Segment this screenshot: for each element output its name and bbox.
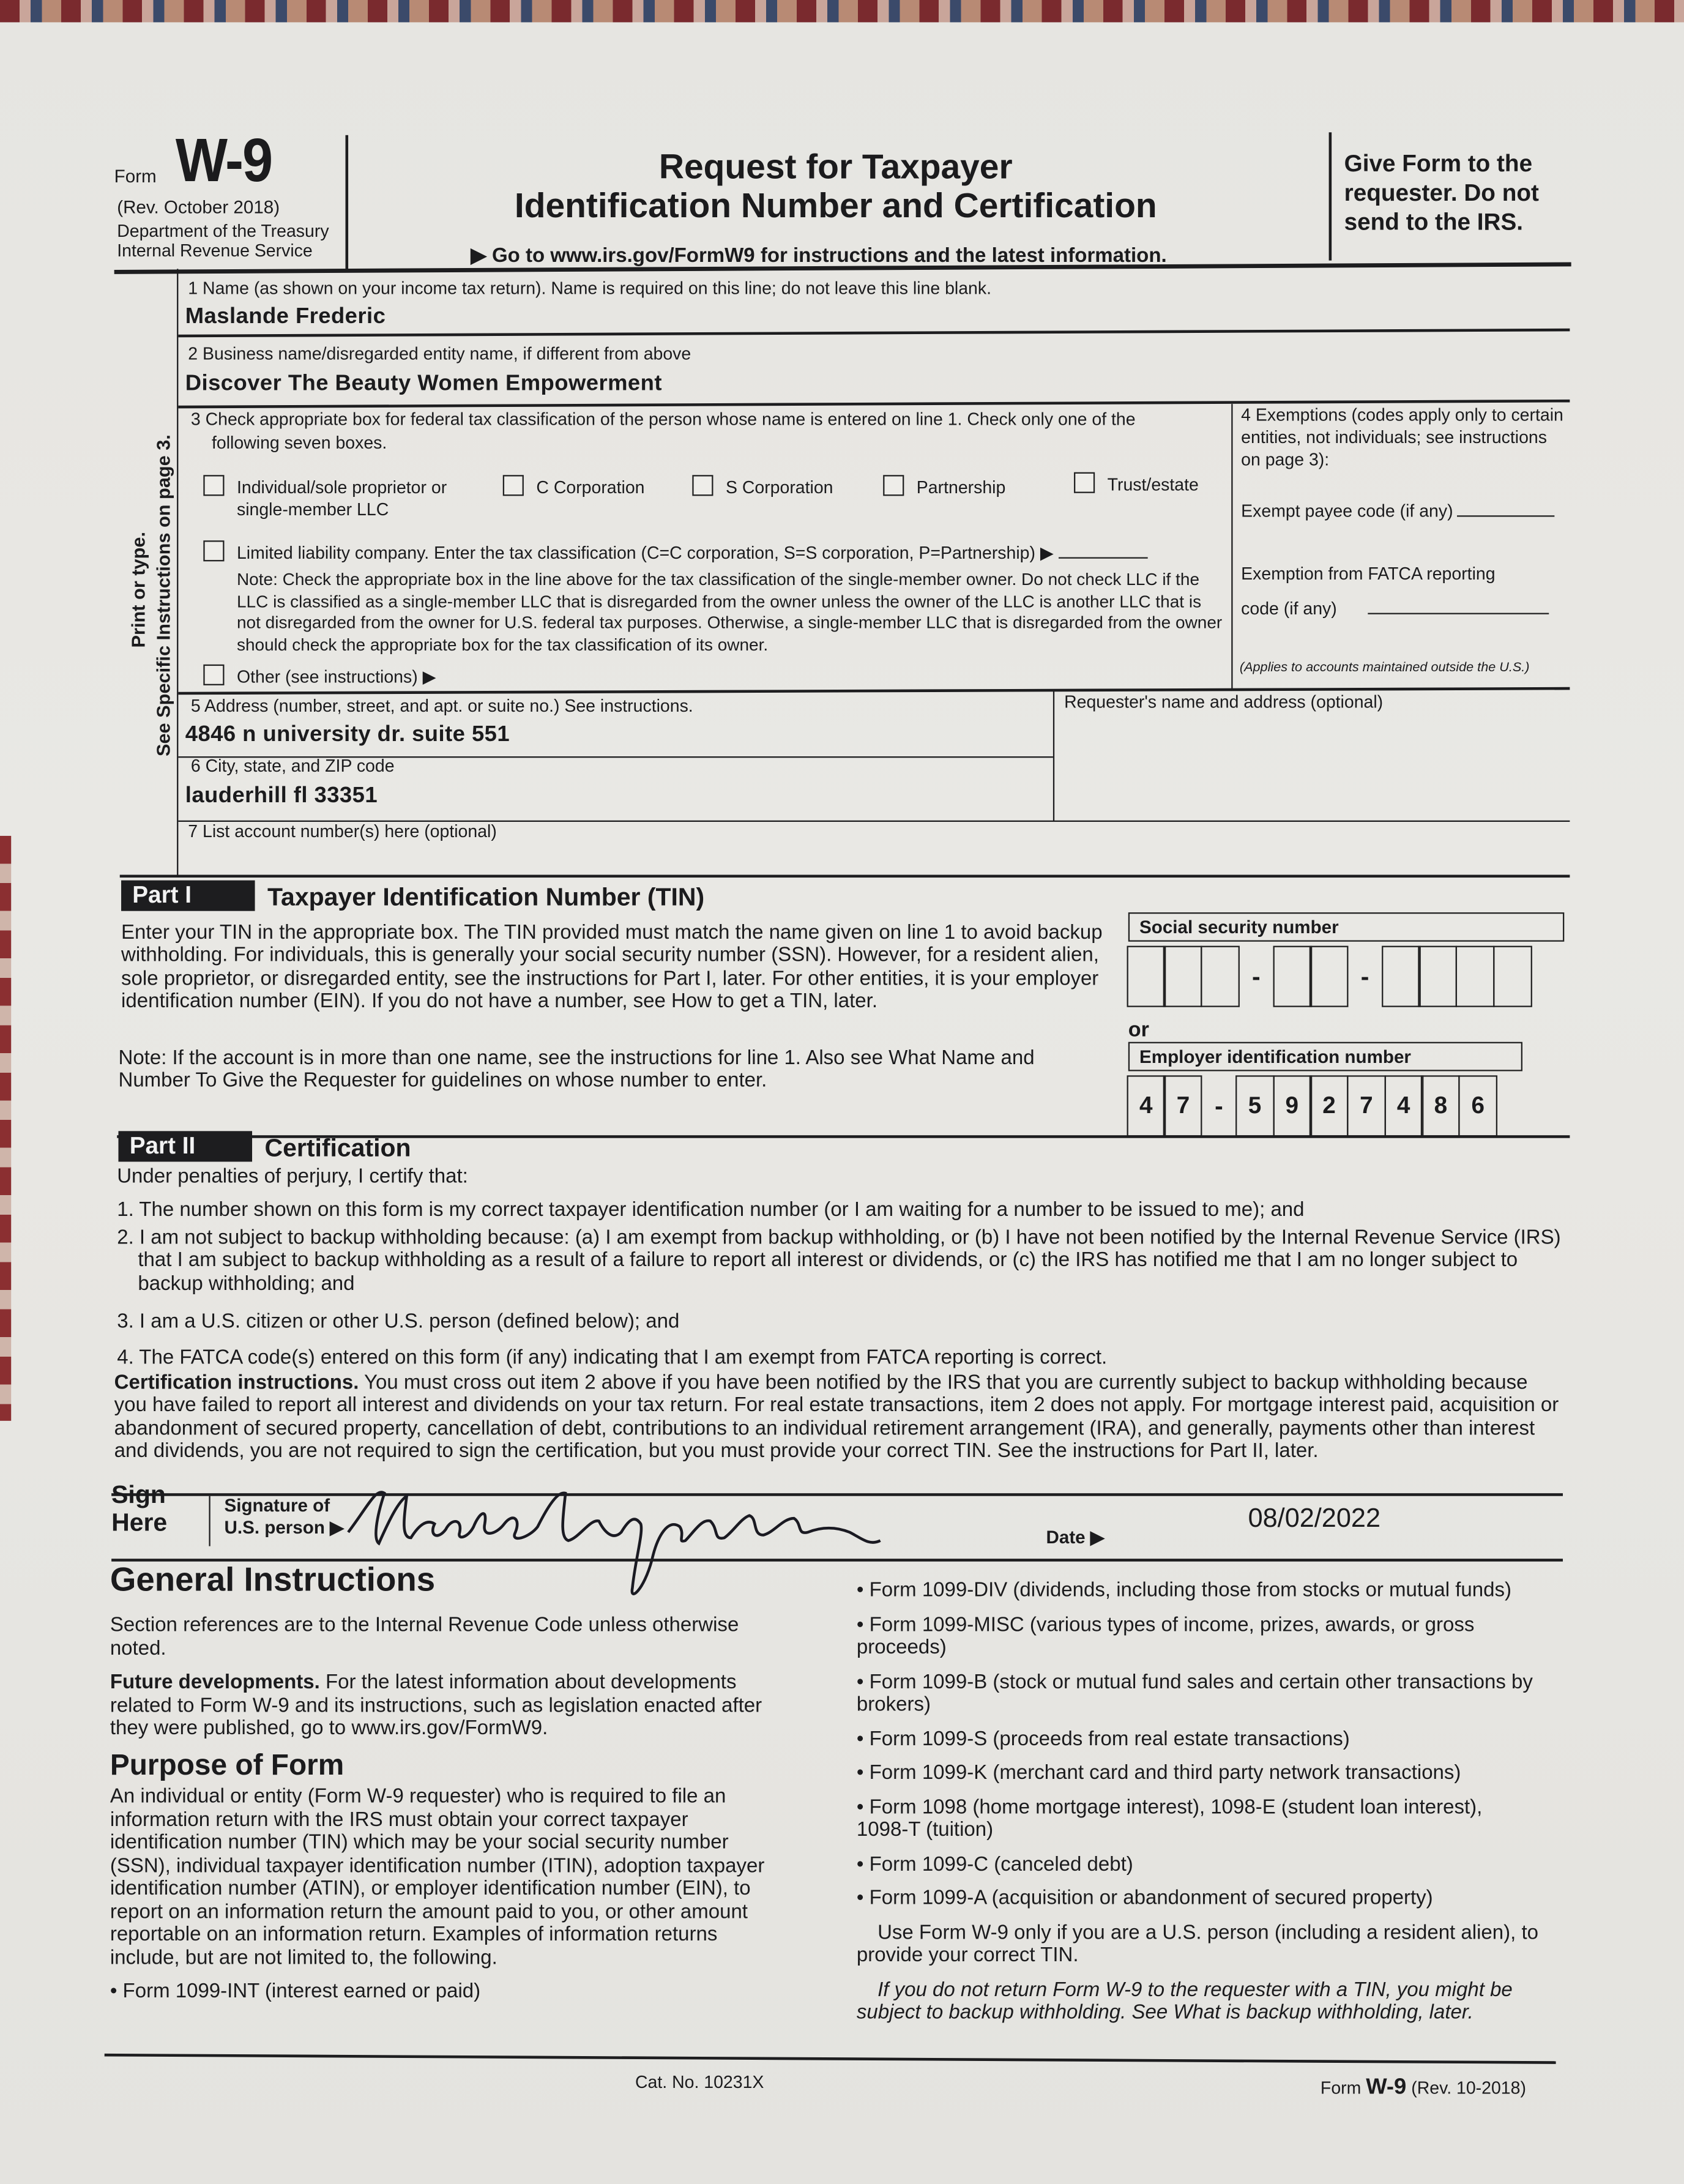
- checkbox-individual[interactable]: Individual/sole proprietor or single-member LLC: [203, 475, 447, 521]
- bullet-item: • Form 1099-MISC (various types of income, prizes, awards, or gross proceeds): [856, 1614, 1475, 1660]
- bullet-item: • Form 1099-S (proceeds from real estate transactions): [856, 1727, 1350, 1751]
- bullet-item: • Form 1099-B (stock or mutual fund sales and certain other transactions by brokers): [856, 1671, 1533, 1716]
- cert-item-1: 1. The number shown on this form is my correct taxpayer identification number (or I am waiting for a number to be issued to me); and: [117, 1199, 1305, 1222]
- service: Internal Revenue Service: [117, 240, 313, 261]
- general-instructions-heading: General Instructions: [110, 1561, 436, 1600]
- fatca-applies-note: (Applies to accounts maintained outside the U.S.): [1239, 660, 1530, 676]
- bullet-1099-int: • Form 1099-INT (interest earned or paid): [110, 1980, 481, 2003]
- section-references: Section references are to the Internal Revenue Code unless otherwise noted.: [110, 1614, 739, 1660]
- requester-label: Requester's name and address (optional): [1064, 692, 1384, 712]
- llc-note: Note: Check the appropriate box in the line above for the tax classification of the single-member owner. Do not check LLC if the LLC is classified as a single-member LLC that is disregarded from the owner unless the owner of the LLC is another LLC that is not disregarded from the owner for U.S. federal tax purposes. Otherwise, a single-member LLC that is disregarded from the owner should check the appropriate box for the tax classification of its owner.: [236, 570, 1223, 654]
- ein-digit: 5: [1235, 1075, 1275, 1136]
- checkbox-trust-estate[interactable]: Trust/estate: [1074, 472, 1199, 494]
- line7-label: 7 List account number(s) here (optional): [188, 822, 497, 841]
- backup-withholding-text: If you do not return Form W-9 to the requester with a TIN, you might be subject to backup withholding. See What is backup withholding, later.: [856, 1978, 1513, 2024]
- footer-form-id: Form W-9 (Rev. 10-2018): [1320, 2075, 1526, 2100]
- fatca-code-field[interactable]: code (if any): [1241, 599, 1549, 619]
- general-left-column: [110, 1614, 792, 2014]
- divider: [209, 1496, 210, 1546]
- line1-label: 1 Name (as shown on your income tax return). Name is required on this line; do not leave this line blank.: [188, 278, 992, 299]
- ssn-field[interactable]: - -: [1128, 946, 1532, 1007]
- part1-title: Taxpayer Identification Number (TIN): [267, 883, 705, 911]
- ein-digit: 6: [1458, 1075, 1497, 1136]
- certification-instructions: Certification instructions. You must cross out item 2 above if you have been notified by the IRS that you are currently subject to backup withholding because you have failed to report all interest and dividends on your tax return. For real estate transactions, item 2 does not apply. For mortgage interest paid, acquisition or abandonment of secured property, cancellation of debt, contributions to an individual retirement arrangement (IRA), and generally, payments other than interest and dividends, you are not required to sign the certification, but you must provide your correct TIN. See the instructions for Part II, later.: [114, 1372, 1559, 1463]
- line6-label: 6 City, state, and ZIP code: [190, 756, 395, 776]
- ein-digit: 4: [1384, 1075, 1423, 1136]
- city-state-zip-field[interactable]: lauderhill fl 33351: [185, 784, 378, 808]
- cert-item-3: 3. I am a U.S. citizen or other U.S. person (defined below); and: [117, 1310, 680, 1333]
- revision: (Rev. October 2018): [117, 196, 280, 218]
- future-developments: Future developments. For the latest information about developments related to Form W-9 and its instructions, such as legislation enacted after they were published, go to www.irs.gov/FormW9.: [110, 1671, 762, 1740]
- ein-digit: 7: [1164, 1075, 1203, 1136]
- part1-text: Enter your TIN in the appropriate box. The TIN provided must match the name given on line 1 to avoid backup withholding. For individuals, this is generally your social security number (SSN). However, for a resident alien, sole proprietor, or disregarded entity, see the instructions for Part I, later. For other entities, it is your employer identification number (EIN). If you do not have a number, see How to get a TIN, later.: [121, 922, 1103, 1013]
- checkbox[interactable]: [203, 475, 224, 496]
- ssn-label: Social security number: [1128, 912, 1564, 942]
- form-label: Form: [114, 165, 157, 187]
- exempt-payee-code-field[interactable]: Exempt payee code (if any): [1241, 501, 1555, 521]
- purpose-text: An individual or entity (Form W-9 requester) who is required to file an information return with the IRS must obtain your correct taxpayer identification number (TIN) which may be your social security number (SSN), individual taxpayer identification number (ITIN), adoption taxpayer identification number (ATIN), or employer identification number (EIN), to report on an information return the amount paid to you, or other amount reportable on an information return. Examples of information returns include, but are not limited to, the following.: [110, 1786, 765, 1969]
- divider: [178, 329, 1570, 337]
- print-or-type-label: Print or type.: [128, 531, 149, 648]
- bullet-item: • Form 1099-DIV (dividends, including those from stocks or mutual funds): [856, 1579, 1511, 1602]
- line3-label-2: following seven boxes.: [211, 433, 387, 453]
- cert-item-4: 4. The FATCA code(s) entered on this form (if any) indicating that I am exempt from FATCA reporting is correct.: [117, 1347, 1108, 1370]
- checkbox-c-corporation[interactable]: C Corporation: [503, 475, 645, 497]
- use-form-text: Use Form W-9 only if you are a U.S. person (including a resident alien), to provide your correct TIN.: [856, 1921, 1538, 1967]
- ein-digit: 8: [1421, 1075, 1461, 1136]
- give-form-note: Give Form to the requester. Do not send to the IRS.: [1344, 150, 1539, 236]
- instructions-link[interactable]: ▶ Go to www.irs.gov/FormW9 for instructions and the latest information.: [471, 245, 1167, 268]
- part1-note: Note: If the account is in more than one name, see the instructions for line 1. Also see What Name and Number To Give the Requester for guidelines on whose number to enter.: [118, 1047, 1035, 1093]
- bullet-item: • Form 1099-K (merchant card and third party network transactions): [856, 1762, 1461, 1784]
- date-label: Date ▶: [1046, 1526, 1105, 1548]
- line2-label: 2 Business name/disregarded entity name, if different from above: [188, 344, 691, 364]
- catalog-number: Cat. No. 10231X: [635, 2073, 764, 2093]
- general-right-column: [857, 1579, 1539, 2035]
- form-number: W-9: [175, 127, 272, 195]
- part2-title: Certification: [264, 1133, 411, 1162]
- bullet-item: • Form 1098 (home mortgage interest), 1098-E (student loan interest), 1098-T (tuition): [856, 1796, 1483, 1842]
- ein-digit: 9: [1272, 1075, 1311, 1136]
- date-field[interactable]: 08/02/2022: [1248, 1504, 1381, 1534]
- divider: [1231, 404, 1233, 691]
- ein-label: Employer identification number: [1128, 1042, 1522, 1072]
- exemptions-label: 4 Exemptions (codes apply only to certain entities, not individuals; see instructions on page 3):: [1241, 405, 1563, 470]
- certify-intro: Under penalties of perjury, I certify that:: [117, 1166, 468, 1188]
- divider: [1329, 132, 1331, 260]
- checkbox-other[interactable]: Other (see instructions) ▶: [203, 665, 436, 687]
- bullet-item: • Form 1099-A (acquisition or abandonment of secured property): [856, 1887, 1433, 1910]
- checkbox-s-corporation[interactable]: S Corporation: [692, 475, 833, 497]
- divider: [1053, 691, 1055, 822]
- divider: [105, 2054, 1556, 2063]
- ein-field[interactable]: [1128, 1075, 1497, 1136]
- business-name-field[interactable]: Discover The Beauty Women Empowerment: [185, 371, 662, 396]
- background-fabric: [0, 836, 11, 1421]
- checkbox-partnership[interactable]: Partnership: [883, 475, 1005, 497]
- line3-label: 3 Check appropriate box for federal tax classification of the person whose name is entered on line 1. Check only one of the: [190, 409, 1136, 430]
- divider: [120, 875, 1570, 878]
- bullet-item: • Form 1099-C (canceled debt): [856, 1853, 1133, 1876]
- see-instructions-label: See Specific Instructions on page 3.: [153, 434, 174, 757]
- divider: [177, 269, 179, 874]
- signature-label: Signature of U.S. person ▶: [224, 1494, 344, 1538]
- part2-tag: Part II: [118, 1131, 252, 1161]
- purpose-heading: Purpose of Form: [110, 1748, 345, 1781]
- or-label: or: [1128, 1018, 1149, 1042]
- background-fabric: [0, 0, 1684, 22]
- title-line2: Identification Number and Certification: [514, 187, 1157, 226]
- divider: [346, 135, 348, 269]
- line5-label: 5 Address (number, street, and apt. or suite no.) See instructions.: [190, 696, 693, 717]
- name-field[interactable]: Maslande Frederic: [185, 305, 386, 329]
- fatca-label: Exemption from FATCA reporting: [1241, 564, 1496, 584]
- ein-digit: 2: [1310, 1075, 1349, 1136]
- address-field[interactable]: 4846 n university dr. suite 551: [185, 723, 510, 747]
- department: Department of the Treasury: [117, 221, 329, 241]
- divider: [111, 1559, 1563, 1560]
- ein-dash: -: [1215, 1091, 1223, 1120]
- ein-digit: 4: [1127, 1075, 1166, 1136]
- title-line1: Request for Taxpayer: [658, 147, 1013, 187]
- checkbox-llc[interactable]: Limited liability company. Enter the tax classification (C=C corporation, S=S corporation, P=Partnership) ▶: [203, 540, 1148, 562]
- part1-tag: Part I: [121, 881, 255, 911]
- sign-here-label: Sign Here: [111, 1480, 168, 1537]
- ein-digit: 7: [1347, 1075, 1386, 1136]
- cert-item-2: 2. I am not subject to backup withholding because: (a) I am exempt from backup withholding, or (b) I have not been notified by the Internal Revenue Service (IRS) that I am subject to backup withholding as a result of a failure to report all interest or dividends, or (c) the IRS has notified me that I am no longer subject to backup withholding; and: [117, 1227, 1561, 1295]
